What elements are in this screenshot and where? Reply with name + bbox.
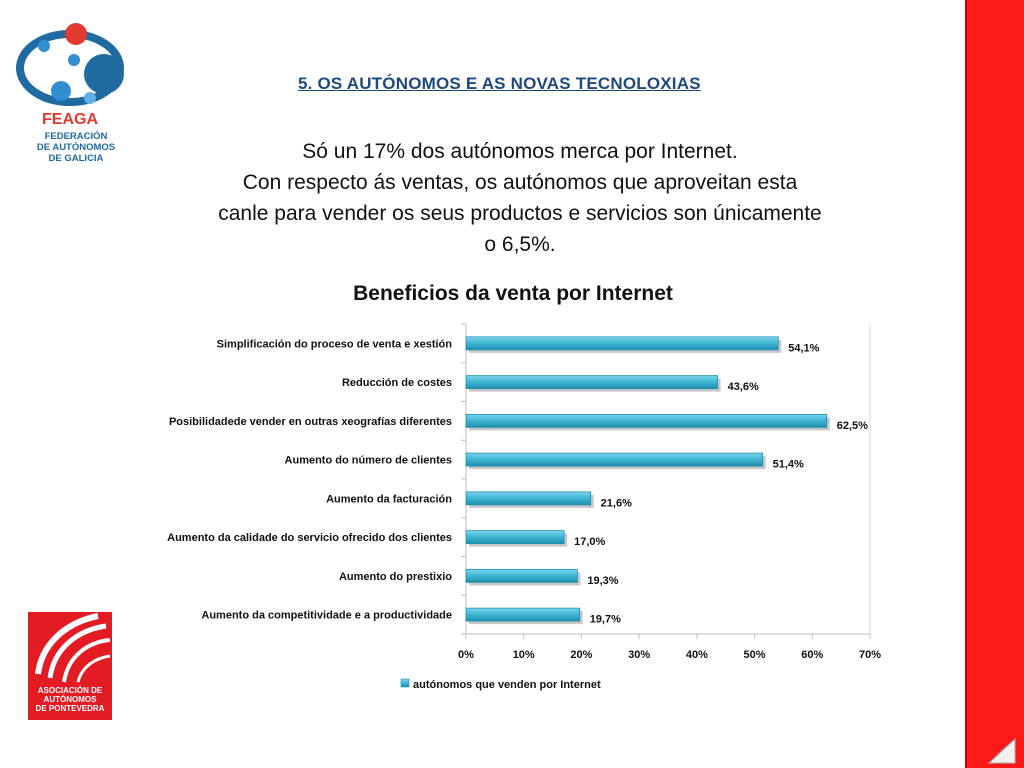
intro-line: canle para vender os seus productos e servicios son únicamente bbox=[218, 202, 822, 225]
chart-title: Beneficios da venta por Internet bbox=[353, 282, 673, 305]
bar bbox=[466, 608, 580, 621]
x-tick-label: 30% bbox=[628, 649, 651, 661]
x-tick-label: 0% bbox=[458, 649, 474, 661]
data-label: 62,5% bbox=[836, 419, 868, 432]
category-label: Aumento do prestixio bbox=[338, 570, 452, 583]
x-tick-label: 40% bbox=[685, 649, 708, 661]
data-label: 19,3% bbox=[587, 574, 619, 587]
feaga-sub-line: DE AUTÓNOMOS bbox=[36, 142, 116, 153]
x-tick-label: 20% bbox=[570, 649, 593, 661]
bar bbox=[466, 492, 591, 505]
category-label: Aumento da calidade do servicio ofrecido dos clientes bbox=[167, 532, 452, 545]
x-tick-label: 70% bbox=[858, 649, 882, 661]
legend-label: autónomos que venden por Internet bbox=[413, 679, 601, 691]
feaga-sub-line: FEDERACIÓN bbox=[44, 131, 108, 142]
section-title: 5. OS AUTÓNOMOS E AS NOVAS TECNOLOXIAS bbox=[298, 74, 701, 93]
x-tick-label: 60% bbox=[801, 649, 824, 661]
feaga-title: FEAGA bbox=[42, 111, 98, 128]
category-label: Reducción de costes bbox=[341, 377, 452, 390]
feaga-sub-line: DE GALICIA bbox=[48, 153, 104, 164]
data-label: 51,4% bbox=[772, 458, 804, 471]
data-label: 54,1% bbox=[788, 342, 820, 355]
category-label: Aumento da competitividade e a productividade bbox=[201, 609, 452, 622]
data-label: 43,6% bbox=[727, 381, 759, 394]
bar bbox=[466, 569, 577, 582]
bar bbox=[466, 531, 564, 544]
x-tick-label: 50% bbox=[743, 649, 766, 661]
data-label: 19,7% bbox=[589, 613, 621, 626]
bar bbox=[466, 337, 778, 350]
intro-line: Só un 17% dos autónomos merca por Internet. bbox=[302, 140, 738, 163]
x-tick-label: 10% bbox=[512, 649, 535, 661]
category-label: Simplificación do proceso de venta e xestión bbox=[216, 338, 452, 351]
category-label: Aumento do número de clientes bbox=[284, 454, 452, 467]
category-label: Posibilidadede vender en outras xeografías diferentes bbox=[168, 415, 452, 428]
data-label: 17,0% bbox=[574, 536, 606, 549]
intro-line: Con respecto ás ventas, os autónomos que aproveitan esta bbox=[242, 171, 798, 194]
intro-line: o 6,5%. bbox=[484, 233, 556, 256]
bar bbox=[466, 453, 763, 466]
apv-line: DE PONTEVEDRA bbox=[35, 704, 105, 713]
legend-swatch bbox=[401, 679, 409, 687]
bar bbox=[466, 376, 718, 389]
bar bbox=[466, 414, 827, 427]
apv-line: ASOCIACIÓN DE bbox=[37, 686, 103, 695]
category-label: Aumento da facturación bbox=[326, 493, 452, 506]
data-label: 21,6% bbox=[600, 497, 632, 510]
apv-line: AUTÓNOMOS bbox=[43, 695, 97, 704]
